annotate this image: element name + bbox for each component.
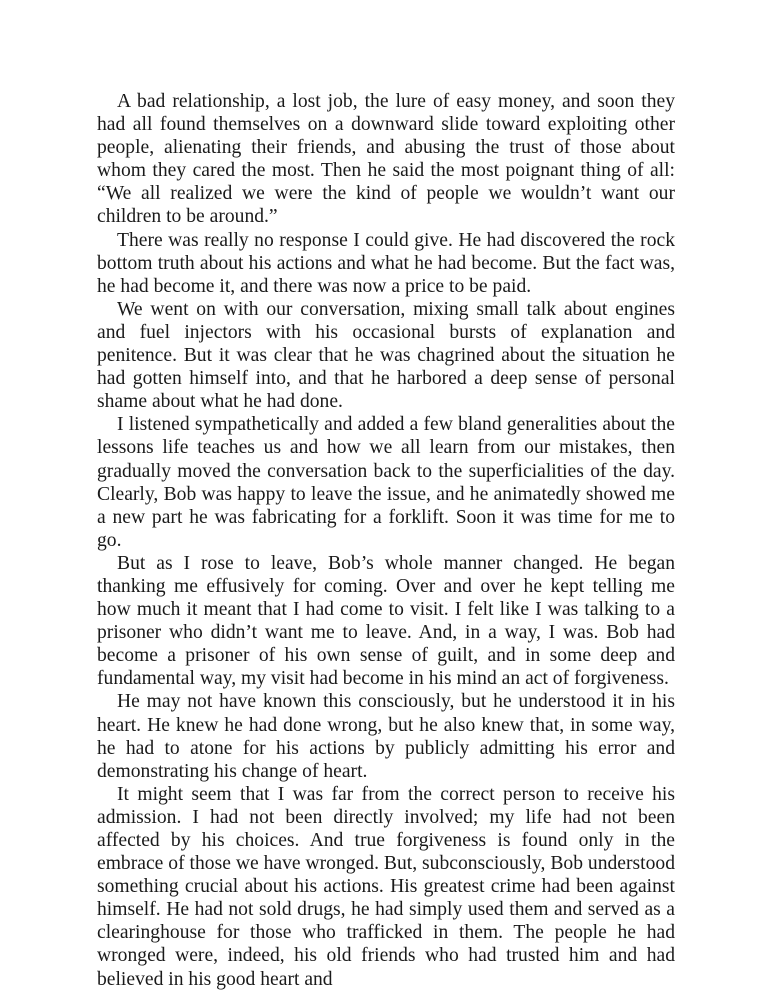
paragraph-1: A bad relationship, a lost job, the lure of easy money, and soon they had all found themselves on a downward slide toward exploiting other people, alienating their friends, and abusing the trust of those about whom they cared the most. Then he said the most poignant thing of all: “We all realized we were the kind of people we wouldn’t want our children to be around.” [97, 91, 675, 228]
page-body [97, 90, 675, 991]
paragraph-6: He may not have known this consciously, but he understood it in his heart. He knew he had done wrong, but he also knew that, in some way, he had to atone for his actions by publicly admitting his error and demonstrating his change of heart. [97, 691, 675, 782]
paragraph-5: But as I rose to leave, Bob’s whole manner changed. He began thanking me effusively for coming. Over and over he kept telling me how much it meant that I had come to visit. I felt like I was talking to a prisoner who didn’t want me to leave. And, in a way, I was. Bob had become a prisoner of his own sense of guilt, and in some deep and fundamental way, my visit had become in his mind an act of forgiveness. [97, 552, 675, 690]
paragraph-3: We went on with our conversation, mixing small talk about engines and fuel injectors with his occasional bursts of explanation and penitence. But it was clear that he was chagrined about the situation he had gotten himself into, and that he harbored a deep sense of personal shame about what he had done. [97, 298, 675, 413]
paragraph-7: It might seem that I was far from the correct person to receive his admission. I had not been directly involved; my life had not been affected by his choices. And true forgiveness is found only in the embrace of those we have wronged. But, subconsciously, Bob understood something crucial about his actions. His greatest crime had been against himself. He had not sold drugs, he had simply used them and served as a clearinghouse for those who trafficked in them. The people he had wronged were, indeed, his old friends who had trusted him and had believed in his good heart and [97, 783, 675, 990]
paragraph-4: I listened sympathetically and added a few bland generalities about the lessons life teaches us and how we all learn from our mistakes, then gradually moved the conversation back to the superficialities of the day. Clearly, Bob was happy to leave the issue, and he animatedly showed me a new part he was fabricating for a forklift. Soon it was time for me to go. [97, 414, 675, 551]
paragraph-2: There was really no response I could give. He had discovered the rock bottom truth about his actions and what he had become. But the fact was, he had become it, and there was now a price to be paid. [97, 229, 675, 297]
